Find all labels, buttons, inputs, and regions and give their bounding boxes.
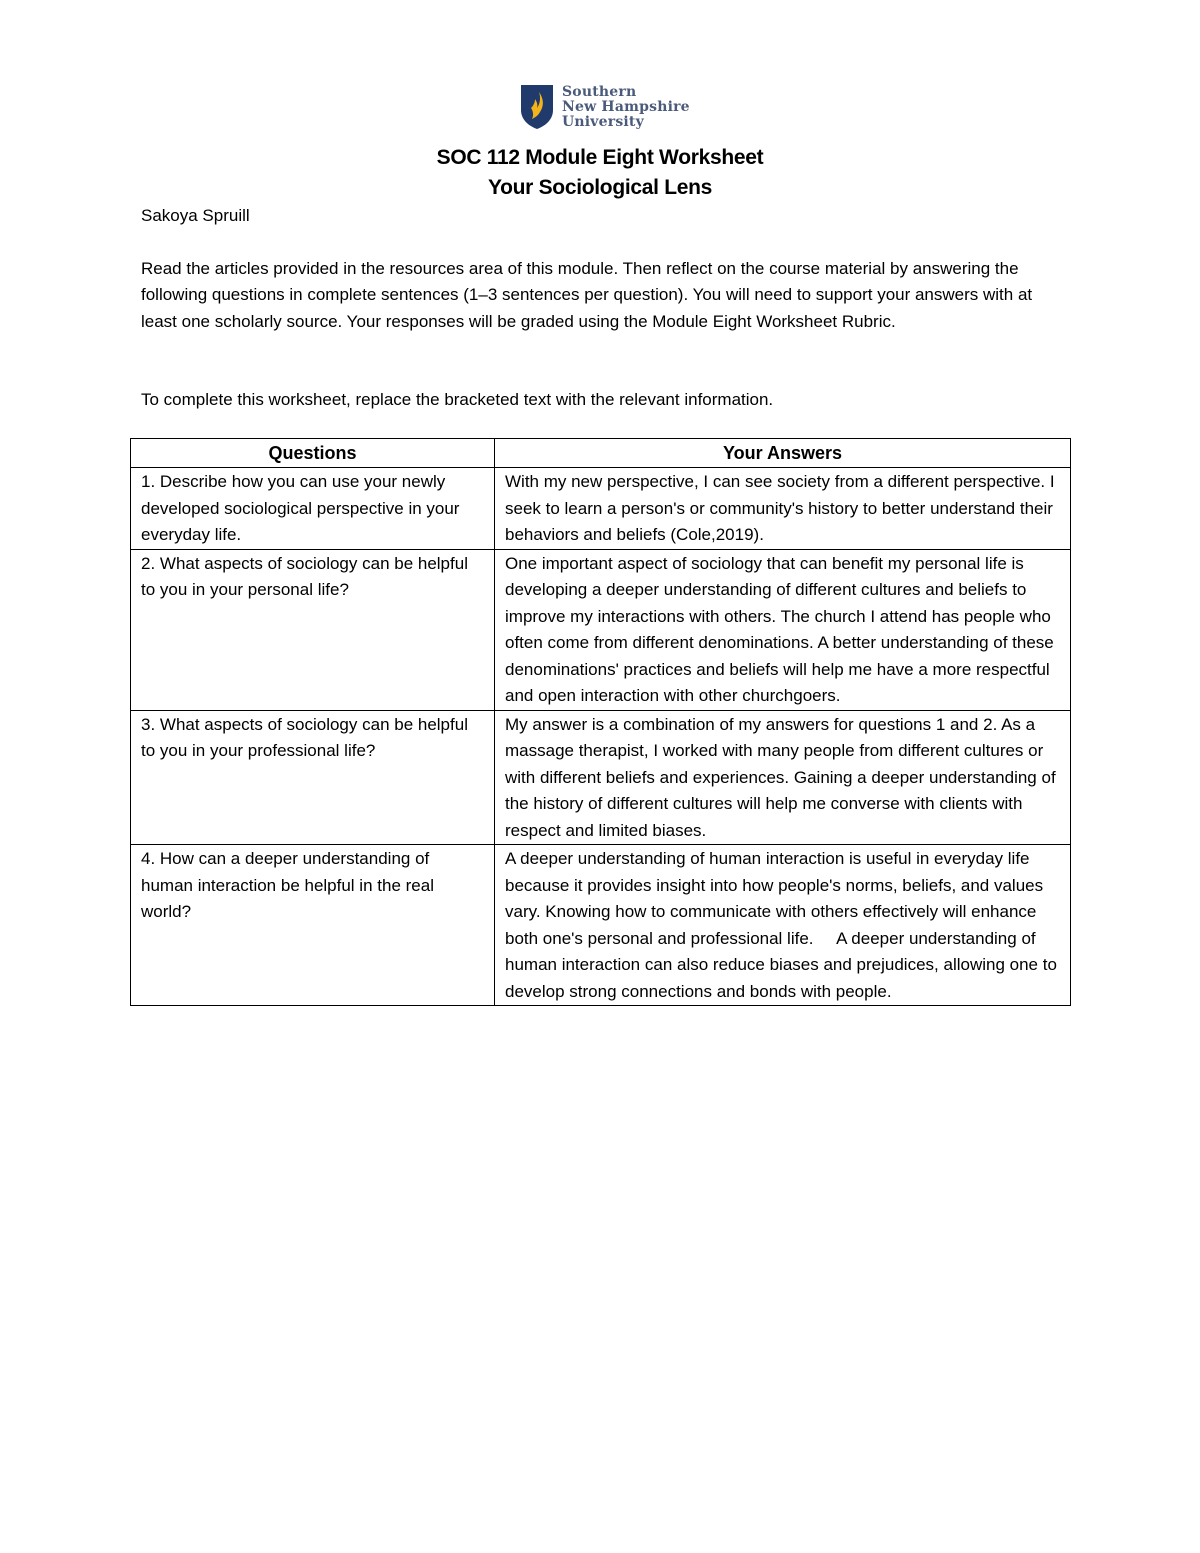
answers-header: Your Answers [495,439,1071,468]
answer-cell: A deeper understanding of human interaction is useful in everyday life because it provides insight into how people's norms, beliefs, and values vary. Knowing how to communicate with others effectively will enhance both one's personal and professional life. A deeper understanding of human interaction can also reduce biases and prejudices, allowing one to develop strong connections and bonds with people. [495,845,1071,1006]
answer-cell: One important aspect of sociology that can benefit my personal life is developing a deeper understanding of different cultures and beliefs to improve my interactions with others. The church I attend has people who often come from different denominations. A better understanding of these denominations' practices and beliefs will help me have a more respectful and open interaction with other churchgoers. [495,549,1071,710]
table-row [131,549,1071,710]
answer-cell: My answer is a combination of my answers for questions 1 and 2. As a massage therapist, I worked with many people from different cultures or with different beliefs and experiences. Gaining a deeper understanding of the history of different cultures will help me converse with clients with respect and limited biases. [495,710,1071,845]
logo-line-2: New Hampshire [562,98,690,115]
questions-header: Questions [131,439,495,468]
logo-line-1: Southern [562,83,637,100]
answer-cell: With my new perspective, I can see society from a different perspective. I seek to learn a person's or community's history to better understand their behaviors and beliefs (Cole,2019). [495,468,1071,550]
qa-table [130,438,1071,1006]
worksheet-title: SOC 112 Module Eight Worksheet [436,146,764,169]
table-row [131,845,1071,1006]
logo-wordmark [562,85,690,130]
university-logo [520,84,690,130]
table-row [131,468,1071,550]
question-cell: 2. What aspects of sociology can be helpful to you in your personal life? [131,549,495,710]
table-header-row [131,439,1071,468]
flame-shield-icon [520,84,554,130]
logo-line-3: University [562,113,644,130]
question-cell: 4. How can a deeper understanding of human interaction be helpful in the real world? [131,845,495,1006]
table-row [131,710,1071,845]
question-cell: 1. Describe how you can use your newly developed sociological perspective in your everyday life. [131,468,495,550]
author-name: Sakoya Spruill [141,206,250,225]
instructions-paragraph: To complete this worksheet, replace the bracketed text with the relevant information. [141,390,774,409]
question-cell: 3. What aspects of sociology can be helpful to you in your professional life? [131,710,495,845]
worksheet-subtitle: Your Sociological Lens [487,176,713,199]
intro-paragraph: Read the articles provided in the resources area of this module. Then reflect on the course material by answering the following questions in complete sentences (1–3 sentences per question). You will need to support your answers with at least one scholarly source. Your responses will be graded using the Module Eight Worksheet Rubric. [141,259,1033,331]
